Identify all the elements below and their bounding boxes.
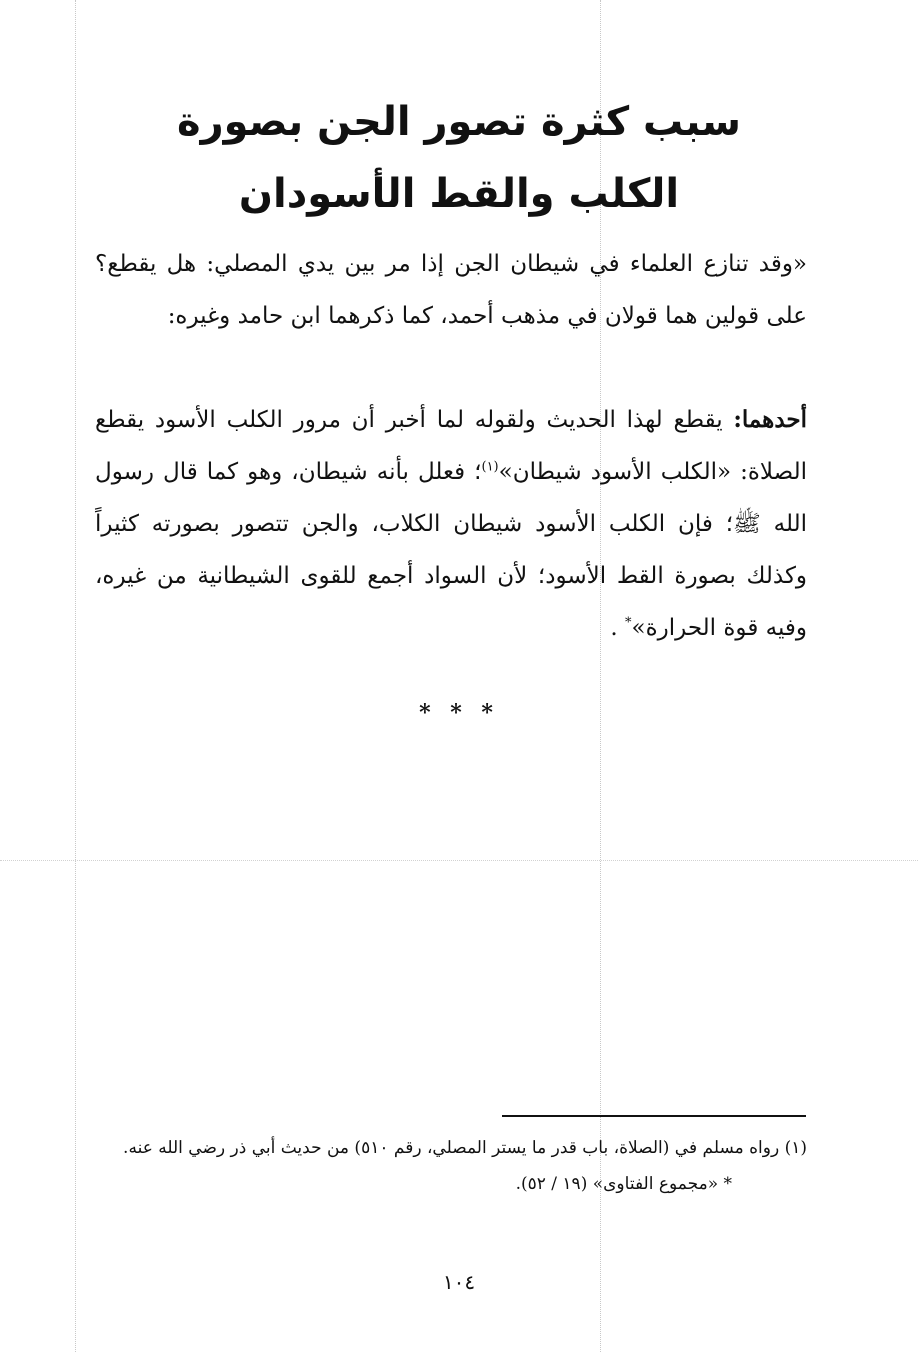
footnote-reference: (١) xyxy=(481,459,499,475)
scan-guide-line xyxy=(0,860,918,861)
source-asterisk: * xyxy=(625,615,632,631)
paragraph-2-text-a: يقطع لهذا الحديث ولقوله لما أخبر أن مرور الكلب الأسود يقطع الصلاة: «الكلب الأسود شيطان» xyxy=(95,407,808,485)
paragraph-2-end: . xyxy=(610,615,626,641)
paragraph-1: «وقد تنازع العلماء في شيطان الجن إذا مر بين يدي المصلي: هل يقطع؟ على قولين هما قولان في مذهب أحمد، كما ذكرهما ابن حامد وغيره: xyxy=(95,251,807,329)
paragraph-2 xyxy=(95,394,807,654)
footnotes-block xyxy=(95,1130,807,1202)
footnote-2: * «مجموع الفتاوى» (١٩ / ٥٢). xyxy=(515,1174,732,1194)
chapter-title-line-1: سبب كثرة تصور الجن بصورة xyxy=(176,99,742,145)
footnote-divider xyxy=(502,1115,806,1117)
section-separator: * * * xyxy=(419,700,499,726)
page-number: ١٠٤ xyxy=(442,1270,476,1294)
paragraph-2-text-b: ؛ فعلل بأنه شيطان، وهو كما قال رسول الله ﷺ؛ فإن الكلب الأسود شيطان الكلاب، والجن تتصور بصورته كثيراً وكذلك بصورة القط الأسود؛ لأن السواد أجمع للقوى الشيطانية من غيره، وفيه قوة الحرارة» xyxy=(95,459,807,641)
footnote-1: (١) رواه مسلم في (الصلاة، باب قدر ما يستر المصلي، رقم ٥١٠) من حديث أبي ذر رضي الله عنه. xyxy=(123,1138,807,1158)
paragraph-lead-word: أحدهما: xyxy=(733,406,807,433)
scan-guide-line xyxy=(75,0,76,1352)
chapter-title-line-2: الكلب والقط الأسودان xyxy=(238,171,680,217)
